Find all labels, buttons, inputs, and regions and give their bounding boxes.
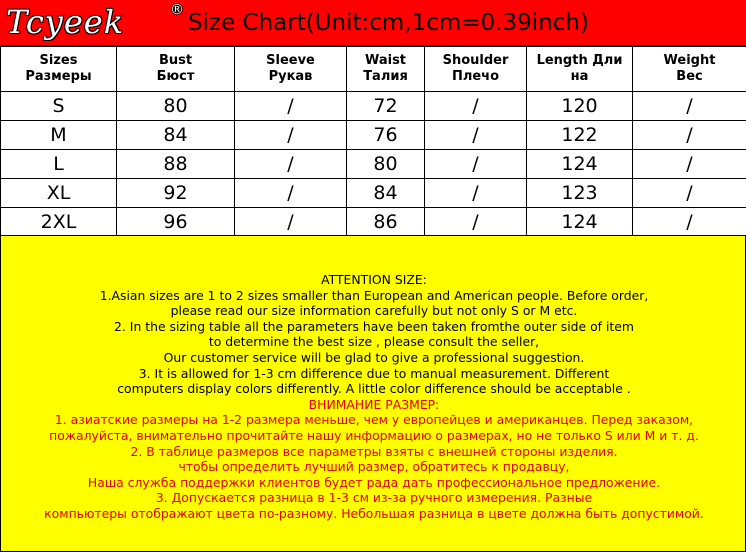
chart-title: Size Chart(Unit:cm,1cm=0.39inch) (188, 10, 589, 36)
note-line: 3. It is allowed for 1-3 cm difference due to manual measurement. Different (138, 365, 610, 381)
column-header-length: Length Дли на (527, 47, 633, 92)
brand-logo: Tcyeek (6, 3, 125, 41)
table-cell: 2XL (1, 208, 117, 237)
note-line: 2. В таблице размеров все параметры взяты с внешней стороны изделия. (130, 443, 618, 459)
table-cell: 124 (527, 208, 633, 237)
note-line: Наша служба поддержки клиентов будет рада дать профессиональное предложение. (87, 474, 661, 490)
column-header-bust: Bust Бюст (117, 47, 235, 92)
note-line: Our customer service will be glad to give a professional suggestion. (163, 349, 585, 365)
table-cell: 80 (117, 92, 235, 121)
table-cell: 92 (117, 179, 235, 208)
table-cell: / (235, 208, 347, 237)
registered-mark: ® (170, 2, 184, 18)
table-cell: 88 (117, 150, 235, 179)
table-cell: 120 (527, 92, 633, 121)
column-header-shoulder: Shoulder Плечо (425, 47, 527, 92)
table-cell: / (425, 150, 527, 179)
attention-notes-panel (0, 235, 746, 552)
english-notes (1, 272, 746, 397)
note-line: пожалуйста, внимательно прочитайте нашу информацию о размерах, но не только S или M и т. д. (49, 427, 699, 443)
note-line: 3. Допускается разница в 1-3 см из-за ручного измерения. Разные (155, 490, 593, 506)
table-cell: 122 (527, 121, 633, 150)
column-header-sleeve: Sleeve Рукав (235, 47, 347, 92)
russian-notes (1, 397, 746, 522)
table-row (1, 121, 746, 150)
table-cell: / (235, 92, 347, 121)
column-header-sizes: Sizes Размеры (1, 47, 117, 92)
table-cell: / (425, 92, 527, 121)
table-header-row (1, 47, 746, 92)
column-header-weight: Weight Вес (633, 47, 746, 92)
table-cell: 96 (117, 208, 235, 237)
table-row (1, 179, 746, 208)
table-cell: / (633, 92, 746, 121)
table-cell: 76 (347, 121, 425, 150)
column-header-waist: Waist Талия (347, 47, 425, 92)
table-cell: 80 (347, 150, 425, 179)
table-cell: / (425, 208, 527, 237)
note-heading: ATTENTION SIZE: (321, 272, 427, 287)
table-cell: 72 (347, 92, 425, 121)
note-line: 1.Asian sizes are 1 to 2 sizes smaller than European and American people. Before order, (99, 287, 649, 303)
table-row (1, 150, 746, 179)
table-cell: 84 (117, 121, 235, 150)
table-cell: / (633, 121, 746, 150)
note-line: to determine the best size , please consult the seller, (208, 334, 540, 350)
table-cell: / (633, 208, 746, 237)
table-cell: 86 (347, 208, 425, 237)
table-cell: XL (1, 179, 117, 208)
table-cell: 84 (347, 179, 425, 208)
table-row (1, 92, 746, 121)
table-row (1, 208, 746, 237)
table-cell: L (1, 150, 117, 179)
note-heading: ВНИМАНИЕ РАЗМЕР: (308, 396, 440, 412)
note-line: 1. азиатские размеры на 1-2 размера меньше, чем у европейцев и американцев. Перед заказом, (54, 412, 694, 428)
table-cell: M (1, 121, 117, 150)
note-line: 2. In the sizing table all the parameters have been taken fromthe outer side of item (114, 318, 634, 334)
table-cell: / (633, 150, 746, 179)
table-cell: / (235, 150, 347, 179)
note-line: чтобы определить лучший размер, обратитесь к продавцу, (178, 459, 570, 475)
table-cell: S (1, 92, 117, 121)
header-banner (0, 0, 746, 46)
note-line: компьютеры отображают цвета по-разному. Небольшая разница в цвете должна быть допустимой. (44, 505, 704, 521)
table-cell: / (235, 121, 347, 150)
table-cell: 124 (527, 150, 633, 179)
table-cell: 123 (527, 179, 633, 208)
table-cell: / (235, 179, 347, 208)
note-line: please read our size information carefully but not only S or M etc. (170, 303, 578, 319)
size-table (0, 46, 746, 237)
table-cell: / (633, 179, 746, 208)
table-cell: / (425, 179, 527, 208)
table-cell: / (425, 121, 527, 150)
note-line: computers display colors differently. A little color difference should be acceptable . (117, 381, 631, 397)
